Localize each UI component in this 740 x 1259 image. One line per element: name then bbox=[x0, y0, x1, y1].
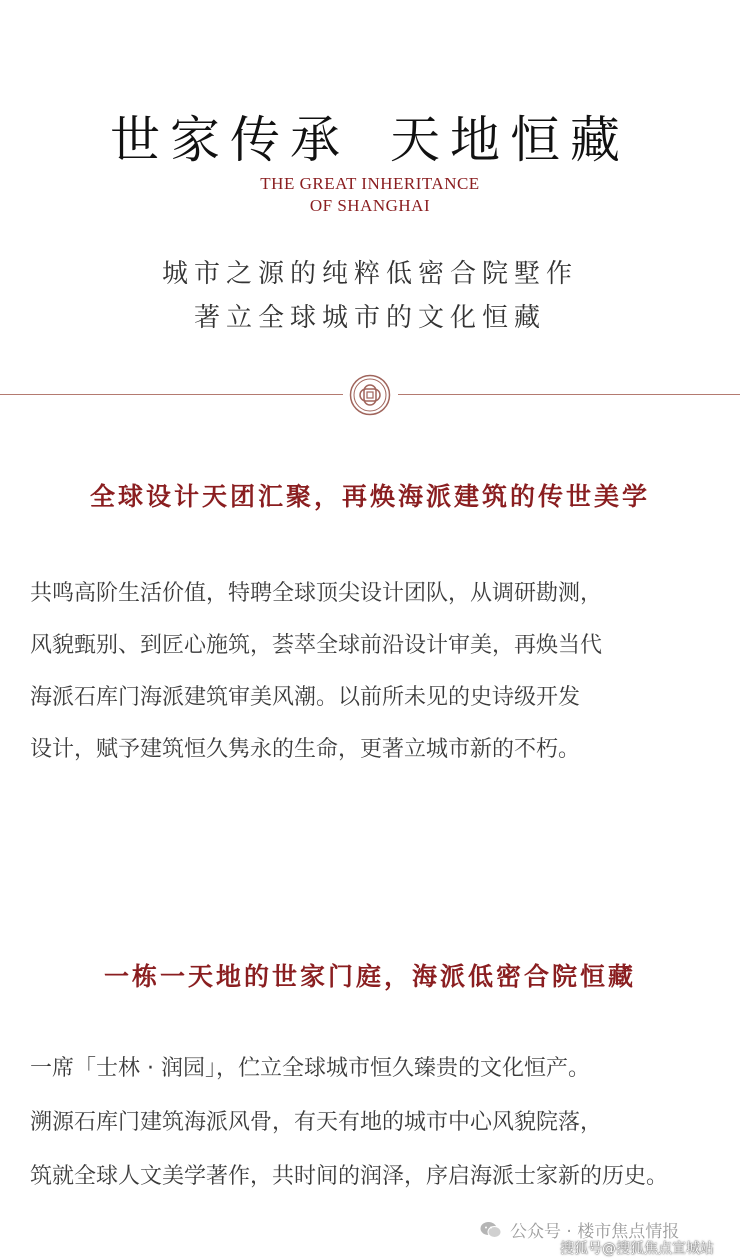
tagline-line2: 著立全球城市的文化恒藏 bbox=[193, 303, 546, 333]
english-subtitle bbox=[0, 173, 740, 217]
section2-body bbox=[30, 1042, 720, 1204]
page-title bbox=[0, 100, 740, 172]
section2-heading: 一栋一天地的世家门庭，海派低密合院恒藏 bbox=[103, 962, 636, 991]
section2-line: 溯源石库门建筑海派风骨，有天有地的城市中心风貌院落， bbox=[30, 1110, 603, 1135]
section2-line: 一席「士林 · 润园」，伫立全球城市恒久臻贵的文化恒产。 bbox=[30, 1056, 590, 1081]
title-right: 天地恒藏 bbox=[390, 111, 630, 169]
section1-heading: 全球设计天团汇聚，再焕海派建筑的传世美学 bbox=[89, 482, 650, 511]
tagline-line1: 城市之源的纯粹低密合院墅作 bbox=[161, 259, 578, 289]
divider-right bbox=[398, 394, 740, 395]
section1-line: 海派石库门海派建筑审美风潮。以前所未见的史诗级开发 bbox=[30, 685, 581, 710]
section2-line: 筑就全球人文美学著作，共时间的润泽，序启海派士家新的历史。 bbox=[30, 1164, 669, 1189]
section1-body bbox=[30, 568, 720, 776]
tagline bbox=[0, 252, 740, 340]
section1-line: 共鸣高阶生活价值，特聘全球顶尖设计团队，从调研勘测， bbox=[30, 581, 603, 606]
title-left: 世家传承 bbox=[110, 111, 350, 169]
english-subtitle-line1: THE GREAT INHERITANCE bbox=[260, 174, 480, 193]
section1-line: 风貌甄别、到匠心施筑，荟萃全球前沿设计审美，再焕当代 bbox=[30, 633, 603, 658]
divider-left bbox=[0, 394, 343, 395]
wechat-watermark-label: 公众号 · 楼市焦点情报 bbox=[510, 1222, 680, 1242]
english-subtitle-line2: OF SHANGHAI bbox=[309, 196, 431, 215]
ornament-emblem-icon bbox=[349, 374, 391, 416]
wechat-icon bbox=[480, 1221, 502, 1239]
sohu-watermark: 搜狐号@搜狐焦点宣城站 bbox=[560, 1241, 714, 1257]
section1-line: 设计，赋予建筑恒久隽永的生命，更著立城市新的不朽。 bbox=[30, 737, 581, 762]
